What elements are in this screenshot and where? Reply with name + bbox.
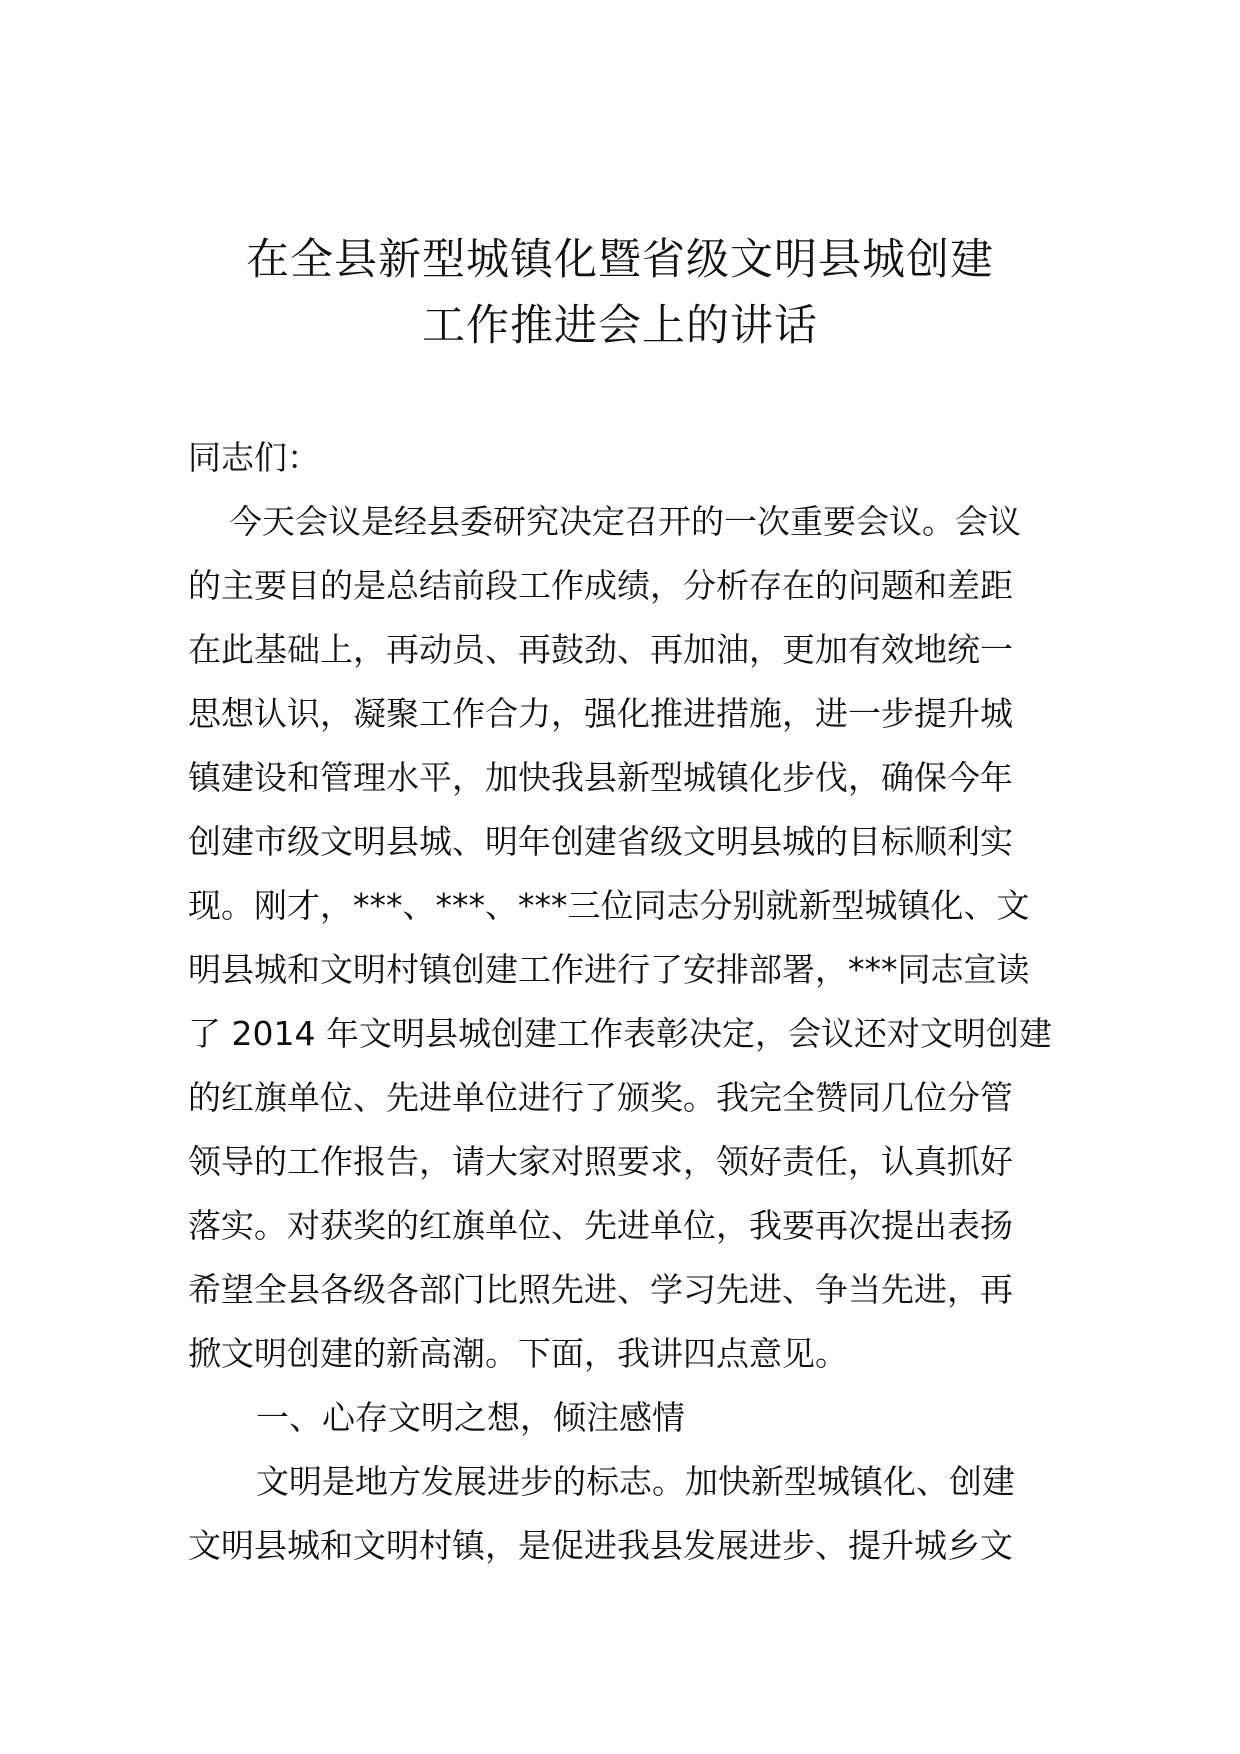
paragraph-line: 领导的工作报告，请大家对照要求，领好责任，认真抓好	[188, 1142, 1013, 1181]
paragraph-line: 的主要目的是总结前段工作成绩，分析存在的问题和差距	[188, 566, 1013, 605]
paragraph-line: 文明县城和文明村镇，是促进我县发展进步、提升城乡文	[188, 1526, 1013, 1565]
paragraph-line: 今天会议是经县委研究决定召开的一次重要会议。会议	[196, 502, 1021, 541]
paragraph-line: 创建市级文明县城、明年创建省级文明县城的目标顺利实	[188, 822, 1013, 861]
section-heading: 一、心存文明之想，倾注感情	[256, 1398, 685, 1437]
paragraph-line: 了 2014 年文明县城创建工作表彰决定，会议还对文明创建	[188, 1014, 1052, 1053]
paragraph-line: 现。刚才，***、***、***三位同志分别就新型城镇化、文	[188, 886, 1030, 925]
paragraph-line: 的红旗单位、先进单位进行了颁奖。我完全赞同几位分管	[188, 1078, 1013, 1117]
paragraph-line: 落实。对获奖的红旗单位、先进单位，我要再次提出表扬	[188, 1206, 1013, 1245]
paragraph-line: 希望全县各级各部门比照先进、学习先进、争当先进，再	[188, 1270, 1013, 1309]
paragraph-line: 镇建设和管理水平，加快我县新型城镇化步伐，确保今年	[188, 758, 1013, 797]
paragraph-line: 思想认识，凝聚工作合力，强化推进措施，进一步提升城	[188, 694, 1013, 733]
document-title-line-2: 工作推进会上的讲话	[422, 301, 818, 351]
paragraph-line: 文明是地方发展进步的标志。加快新型城镇化、创建	[256, 1462, 1015, 1501]
document-title-line-1: 在全县新型城镇化暨省级文明县城创建	[246, 235, 994, 285]
salutation: 同志们：	[188, 438, 320, 477]
paragraph-line: 掀文明创建的新高潮。下面，我讲四点意见。	[188, 1334, 848, 1373]
paragraph-line: 在此基础上，再动员、再鼓劲、再加油，更加有效地统一	[188, 630, 1013, 669]
paragraph-line: 明县城和文明村镇创建工作进行了安排部署，***同志宣读	[188, 950, 1030, 989]
